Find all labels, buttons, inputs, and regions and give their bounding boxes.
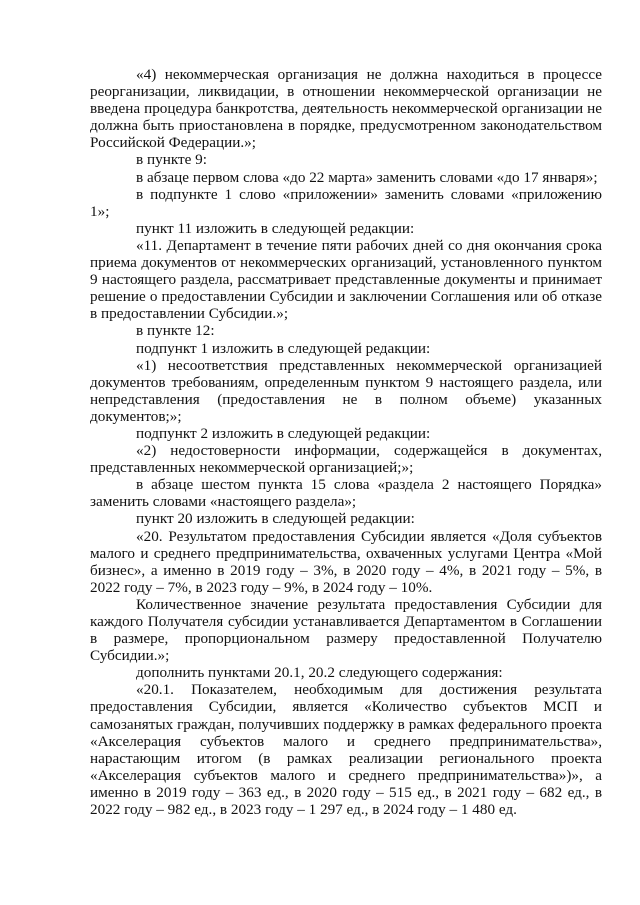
- paragraph-subpoint-2-intro: подпункт 2 изложить в следующей редакции:: [136, 424, 431, 442]
- paragraph-point-11: «11. Департамент в течение пяти рабочих дней со дня окончания срока приема документов от некоммерческих организаций, установленного пунктом 9 настоящего раздела, рассматривает представленные документы и принимает решение о предоставлении Субсидии и заключении Соглашения или об отказе в предоставлении Субсидии.»;: [90, 236, 602, 323]
- document-page: [90, 66, 602, 818]
- paragraph-point-9-subpoint-1: в подпункте 1 слово «приложении» заменить словами «приложению 1»;: [90, 185, 602, 220]
- paragraph-point-9: в пункте 9:: [136, 151, 207, 169]
- paragraph-point-15: в абзаце шестом пункта 15 слова «раздела 2 настоящего Порядка» заменить словами «настоящего раздела»;: [90, 476, 602, 511]
- paragraph-point-11-intro: пункт 11 изложить в следующей редакции:: [136, 219, 415, 237]
- paragraph-points-20-1-20-2-intro: дополнить пунктами 20.1, 20.2 следующего содержания:: [136, 664, 503, 682]
- paragraph-point-20: «20. Результатом предоставления Субсидии является «Доля субъектов малого и среднего предпринимательства, охваченных услугами Центра «Мой бизнес», а именно в 2019 году – 3%, в 2020 году – 4%, в 2021 году – 5%, в 2022 году – 7%, в 2023 году – 9%, в 2024 году – 10%.: [90, 527, 602, 596]
- paragraph-item-4: «4) некоммерческая организация не должна находиться в процессе реорганизации, ликвидации, в отношении некоммерческой организации не введена процедура банкротства, деятельность некоммерческой организации не должна быть приостановлена в порядке, предусмотренном законодательством Российской Федерации.»;: [90, 66, 602, 152]
- paragraph-subpoint-1: «1) несоответствия представленных некоммерческой организацией документов требованиям, определенным пунктом 9 настоящего раздела, или непредставления (предоставления не в полном объеме) указанных документов;»;: [90, 356, 602, 425]
- paragraph-subpoint-1-intro: подпункт 1 изложить в следующей редакции:: [136, 339, 431, 357]
- paragraph-quantitative-value: Количественное значение результата предоставления Субсидии для каждого Получателя субсидии устанавливается Департаментом в Соглашении в размере, пропорциональном размеру предоставленной Получателю Субсидии.»;: [90, 595, 602, 665]
- paragraph-point-20-intro: пункт 20 изложить в следующей редакции:: [136, 510, 415, 528]
- paragraph-point-9-first-para: в абзаце первом слова «до 22 марта» заменить словами «до 17 января»;: [136, 168, 598, 186]
- paragraph-point-12: в пункте 12:: [136, 322, 215, 340]
- paragraph-point-20-1: «20.1. Показателем, необходимым для достижения результата предоставления Субсидии, является «Количество субъектов МСП и самозанятых граждан, получивших поддержку в рамках федерального проекта «Акселерация субъектов малого и среднего предпринимательства», нарастающим итогом (в рамках реализации регионального проекта «Акселерация субъектов малого и среднего предпринимательства»)», а именно в 2019 году – 363 ед., в 2020 году – 515 ед., в 2021 году – 682 ед., в 2022 году – 982 ед., в 2023 году – 1 297 ед., в 2024 году – 1 480 ед.: [90, 681, 602, 819]
- paragraph-subpoint-2: «2) недостоверности информации, содержащейся в документах, представленных некоммерческой организацией;»;: [90, 442, 602, 477]
